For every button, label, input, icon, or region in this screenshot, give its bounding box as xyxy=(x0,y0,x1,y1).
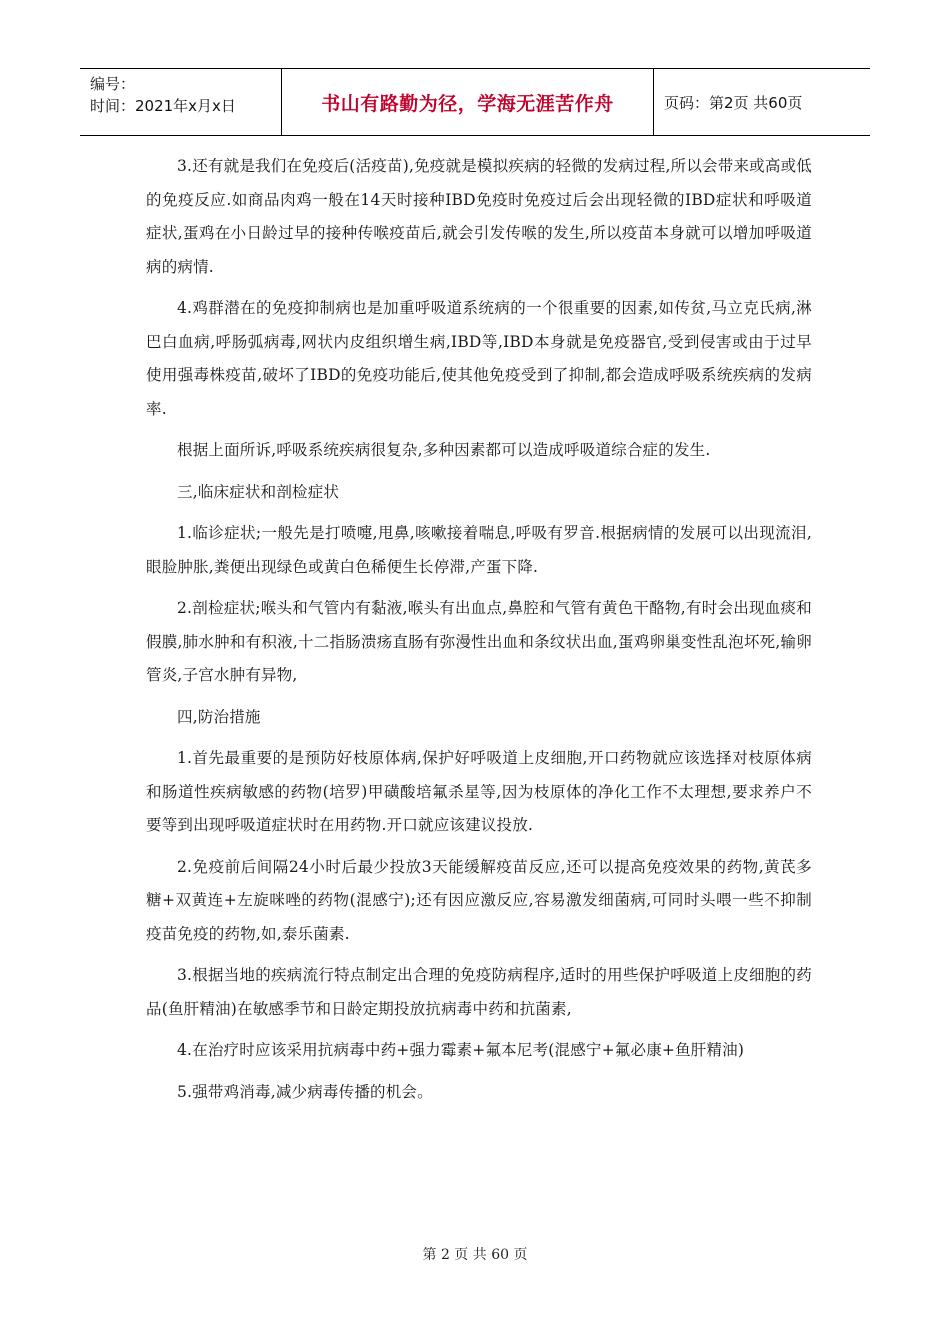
document-body xyxy=(146,150,812,1117)
paragraph-clinical-symptoms: 1.临诊症状;一般先是打喷嚏,甩鼻,咳嗽接着喘息,呼吸有罗音.根据病情的发展可以出现流泪,眼脸肿胀,粪便出现绿色或黄白色稀便生长停滞,产蛋下降. xyxy=(146,524,812,576)
page-footer: 第 2 页 共 60 页 xyxy=(422,1247,528,1263)
paragraph-summary: 根据上面所诉,呼吸系统疾病很复杂,多种因素都可以造成呼吸道综合症的发生. xyxy=(177,441,711,459)
page-header xyxy=(80,68,870,136)
header-page-info: 页码：第2页 共60页 xyxy=(664,93,803,112)
paragraph-prevention-3: 3.根据当地的疾病流行特点制定出合理的免疫防病程序,适时的用些保护呼吸道上皮细胞的药品(鱼肝精油)在敏感季节和日龄定期投放抗病毒中药和抗菌素, xyxy=(146,966,812,1018)
header-meta xyxy=(80,69,282,135)
document-date: 时间：2021年x月x日 xyxy=(90,97,236,115)
section-heading-symptoms: 三,临床症状和剖检症状 xyxy=(177,482,340,501)
section-heading-prevention: 四,防治措施 xyxy=(177,707,261,726)
document-number-label: 编号： xyxy=(90,75,136,93)
paragraph-immunosuppressive-disease: 4.鸡群潜在的免疫抑制病也是加重呼吸道系统病的一个很重要的因素,如传贫,马立克氏病,淋巴白血病,呼肠弧病毒,网状内皮组织增生病,IBD等,IBD本身就是免疫器官,受到侵害或由于过早使用强毒株疫苗,破坏了IBD的免疫功能后,使其他免疫受到了抑制,都会造成呼吸系统疾病的发病率. xyxy=(146,299,812,418)
paragraph-immunization-reaction: 3.还有就是我们在免疫后(活疫苗),免疫就是模拟疾病的轻微的发病过程,所以会带来或高或低的免疫反应.如商品肉鸡一般在14天时接种IBD免疫时免疫过后会出现轻微的IBD症状和呼吸道症状,蛋鸡在小日龄过早的接种传喉疫苗后,就会引发传喉的发生,所以疫苗本身就可以增加呼吸道病的病情. xyxy=(146,157,812,276)
header-motto: 书山有路勤为径，学海无涯苦作舟 xyxy=(282,69,654,135)
paragraph-prevention-5: 5.强带鸡消毒,减少病毒传播的机会。 xyxy=(177,1082,433,1101)
paragraph-prevention-2: 2.免疫前后间隔24小时后最少投放3天能缓解疫苗反应,还可以提高免疫效果的药物,黄芪多糖+双黄连+左旋咪唑的药物(混感宁);还有因应激反应,容易激发细菌病,可同时头喂一些不抑制疫苗免疫的药物,如,泰乐菌素. xyxy=(146,857,812,943)
paragraph-prevention-4: 4.在治疗时应该采用抗病毒中药+强力霉素+氟本尼考(混感宁+氟必康+鱼肝精油) xyxy=(177,1041,745,1059)
paragraph-necropsy-symptoms: 2.剖检症状;喉头和气管内有黏液,喉头有出血点,鼻腔和气管有黄色干酪物,有时会出现血痰和假膜,肺水肿和有积液,十二指肠溃疡直肠有弥漫性出血和条纹状出血,蛋鸡卵巢变性乱泡坏死,输卵管炎,子宫水肿有异物, xyxy=(146,599,812,684)
paragraph-prevention-1: 1.首先最重要的是预防好枝原体病,保护好呼吸道上皮细胞,开口药物就应该选择对枝原体病和肠道性疾病敏感的药物(培罗)甲磺酸培氟杀星等,因为枝原体的净化工作不太理想,要求养户不要等到出现呼吸道症状时在用药物.开口就应该建议投放. xyxy=(146,749,812,834)
